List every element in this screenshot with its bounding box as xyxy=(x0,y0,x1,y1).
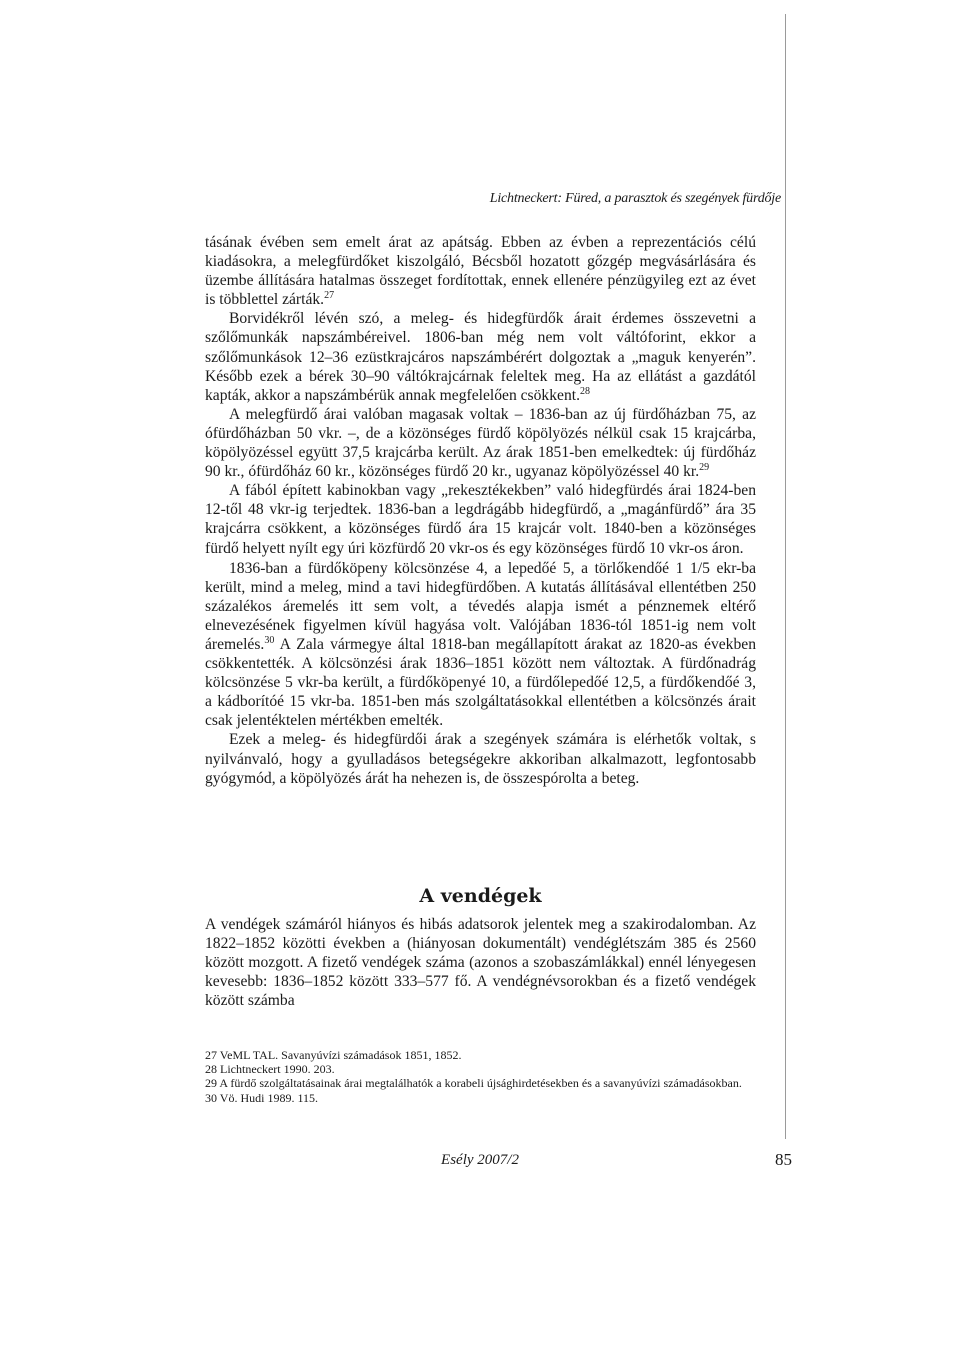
paragraph-1: tásának évében sem emelt árat az apátság. Ebben az évben a reprezentációs célú kiadásokra, a melegfürdőket kiszolgáló, Bécsből hozatott gőzgép megvásárlására és üzembe állítására hatalmas összeget fordítottak, ennek ellenére pénzügyileg ezt az évet is többlettel zárták.$^{27}$ xyxy=(205,234,756,309)
paragraph-6: Ezek a meleg- és hidegfürdői árak a szegények számára is elérhetők voltak, s nyilvánvaló, hogy a gyulladásos betegségekre akkoriban alkalmazott, legfontosabb gyógymód, a köpölyözés árát ha nehezen is, de összespórolta a beteg. xyxy=(205,731,756,787)
paragraph-2: Borvidékről lévén szó, a meleg- és hidegfürdők árait érdemes összevetni a szőlőmunkák napszámbéreivel. 1806-ban még nem volt váltóforint, ekkor a szőlőmunkások 12–36 ezüstkrajcáros napszámbérért dolgoztak a „maguk kenyerén”. Később ezek a bérek 30–90 váltókrajcárnak feleltek meg. Ha az ellátást a gazdától kapták, akkor a napszámbérük annak megfelelően csökkent.$^{28}$ xyxy=(205,310,756,404)
main-text xyxy=(205,233,756,788)
section-heading: A vendégek xyxy=(419,885,542,907)
footnote-27: 27 VeML TAL. Savanyúvízi számadások 1851, 1852. xyxy=(205,1048,462,1062)
paragraph-3: A melegfürdő árai valóban magasak voltak – 1836-ban az új fürdőházban 75, az ófürdőházban 50 vkr. –, de a közönséges fürdő köpölyözés nélkül csak 15 krajcárba, köpölyözéssel együtt 37,5 krajcárba került. Az árak 1851-ben emelkedtek: új fürdőház 90 kr., ófürdőház 60 kr., közönséges fürdő 20 kr., ugyanaz köpölyözéssel 40 kr.$^{29}$ xyxy=(205,405,756,481)
footnote-30: 30 Vö. Hudi 1989. 115. xyxy=(205,1090,319,1105)
margin-rule xyxy=(785,14,786,1139)
footnote-ref-29: 29 xyxy=(699,462,710,474)
section-text xyxy=(205,915,756,1010)
paragraph-5: 1836-ban a fürdőköpeny kölcsönzése 4, a lepedőé 5, a törlőkendőé 1 1/5 ekr-ba került, mind a meleg, mind a tavi hidegfürdőben. A kutatás állításával ellentétben 250 százalékos áremelés itt sem volt, a tévedés alapja ismét a pénznemek eltérő elnevezésének figyelmen kívül hagyása volt. Valójában 1836-tól 1851-ig nem volt áremelés.$^{30}$ A Zala vármegye által 1818-ban megállapított árakat az 1820-as években csökkentették. A kölcsönzési árak 1836–1851 között nem változtak. A fürdőnadrág kölcsönzése 5 vkr-ba került, a fürdőköpenyé 10, a fürdőlepedőé 12,5, a fürdőkendőé 3, a kádborítóé 15 vkr-ba. 1851-ben más szolgáltatásokkal ellentétben a kölcsönzés árait csak jelentéktelen mértékben emelték. xyxy=(205,559,756,730)
footnote-ref-30: 30 xyxy=(264,634,275,646)
footnote-28: 28 Lichtneckert 1990. 203. xyxy=(205,1062,335,1077)
page-number: 85 xyxy=(775,1150,792,1169)
section-paragraph: A vendégek számáról hiányos és hibás adatsorok jelentek meg a szakirodalomban. Az 1822–1852 közötti években a (hiányosan dokumentált) vendéglétszám 385 és 2560 között mozgott. A fizető vendégek száma (azonos a szobaszámlákkal) ennél lényegesen kevesebb: 1836–1852 között 333–577 fő. A vendégnévsorokban és a fizető vendégek között számba xyxy=(205,916,756,1010)
footnotes xyxy=(205,1048,756,1105)
footnote-29: 29 A fürdő szolgáltatásainak árai megtalálhatók a korabeli újsághirdetésekben és a savanyúvízi számadásokban. xyxy=(205,1076,742,1091)
footnote-ref-28: 28 xyxy=(579,385,590,397)
paragraph-4: A fából épített kabinokban vagy „rekesztékekben” való hidegfürdés árai 1824-ben 12-től 48 vkr-ig terjedtek. 1836-ban a legdrágább hidegfürdő, a „magánfürdő” ára 35 krajcárra csökkent, a közönséges fürdő ára 15 krajcár volt. 1840-ben a közönséges fürdő helyett nyílt egy úri közfürdő 20 vkr-os és egy közönséges fürdő 10 vkr-os áron. xyxy=(205,482,756,557)
running-header: Lichtneckert: Füred, a parasztok és szegények fürdője xyxy=(489,191,781,206)
footer-journal: Esély 2007/2 xyxy=(441,1152,519,1168)
footnote-ref-27: 27 xyxy=(324,290,335,302)
